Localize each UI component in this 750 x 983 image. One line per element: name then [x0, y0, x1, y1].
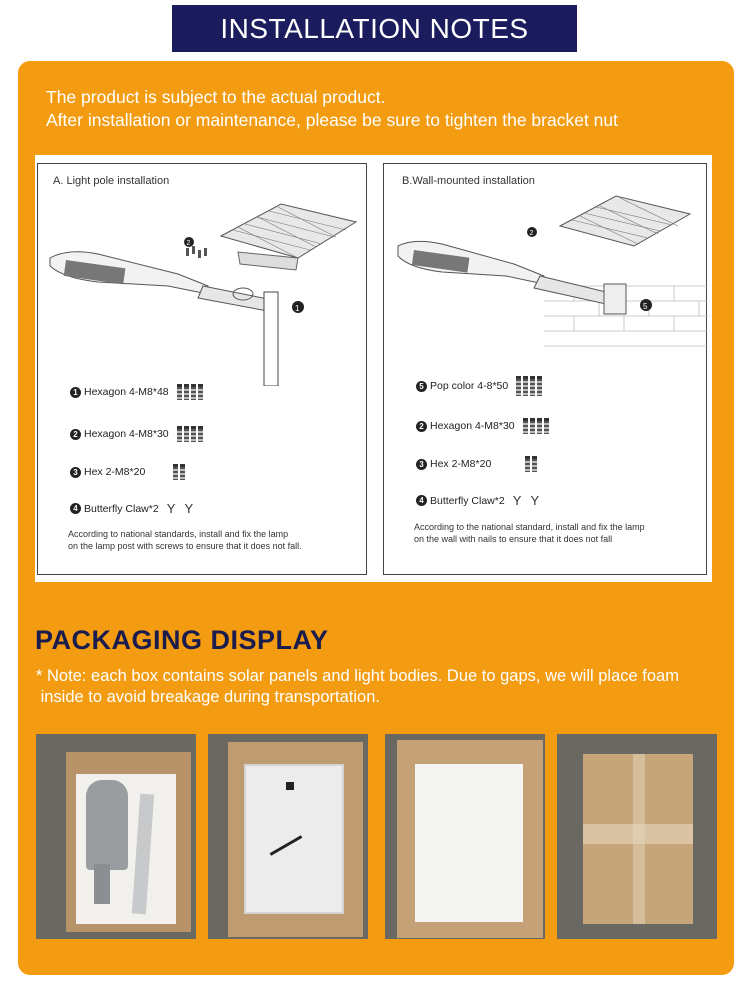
note-line: According to the national standard, install and fix the lamp	[414, 522, 645, 532]
svg-text:1: 1	[295, 304, 300, 313]
page-title: INSTALLATION NOTES	[172, 5, 577, 52]
part-label: Butterfly Claw*2	[84, 502, 159, 515]
part-label: Pop color 4-8*50	[430, 380, 509, 392]
svg-text:2: 2	[186, 240, 191, 247]
note-line: on the wall with nails to ensure that it does not fall	[414, 534, 613, 544]
part-label: Hexagon 4-M8*30	[84, 428, 169, 440]
wall-installation-frame	[383, 163, 707, 575]
bolt-icon	[523, 418, 549, 434]
part-number-badge: 2	[416, 421, 427, 432]
pole-installation-illustration	[38, 186, 368, 386]
part-number-badge: 3	[416, 459, 427, 470]
part-row	[416, 456, 537, 472]
wall-installation-title: B.Wall-mounted installation	[402, 175, 535, 187]
part-row	[416, 493, 542, 508]
note-line-2: After installation or maintenance, please be sure to tighten the bracket nut	[46, 110, 619, 130]
bolt-icon	[525, 456, 537, 472]
note-line-1: The product is subject to the actual product.	[46, 87, 386, 107]
solar-panel-icon	[221, 204, 356, 270]
part-label: Hexagon 4-M8*48	[84, 386, 169, 398]
part-number-badge: 4	[416, 495, 427, 506]
part-row	[416, 418, 549, 434]
part-number-badge: 4	[70, 503, 81, 514]
pole-installation-note	[68, 528, 302, 552]
svg-text:2: 2	[529, 230, 534, 237]
svg-text:5: 5	[643, 302, 648, 311]
street-lamp-icon	[398, 241, 626, 314]
note-line: * Note: each box contains solar panels and light bodies. Due to gaps, we will place foam	[36, 667, 679, 685]
note-line: According to national standards, install and fix the lamp	[68, 529, 289, 539]
packaging-photo-solar-panel	[208, 734, 368, 939]
pole-installation-frame	[37, 163, 367, 575]
part-row	[70, 384, 203, 400]
packaging-photo-sealed-box	[557, 734, 717, 939]
installation-diagrams	[35, 155, 712, 582]
packaging-note	[36, 666, 716, 708]
packaging-title: PACKAGING DISPLAY	[35, 625, 329, 655]
part-row	[70, 464, 185, 480]
screw-cluster-icon	[186, 246, 207, 258]
part-row	[416, 376, 542, 396]
bolt-icon	[177, 384, 203, 400]
butterfly-claw-icon: Y Y	[166, 501, 197, 516]
butterfly-claw-icon: Y Y	[512, 493, 543, 508]
part-row	[70, 426, 203, 442]
lamp-pole	[264, 292, 278, 386]
packaging-photo-foam	[385, 734, 545, 939]
part-number-badge: 2	[70, 429, 81, 440]
bolt-icon	[173, 464, 185, 480]
part-label: Hex 2-M8*20	[430, 458, 492, 470]
part-number-badge: 3	[70, 467, 81, 478]
note-line: inside to avoid breakage during transportation.	[36, 688, 380, 706]
note-line: on the lamp post with screws to ensure that it does not fall.	[68, 541, 302, 551]
pole-installation-title: A. Light pole installation	[53, 175, 170, 187]
wall-installation-note	[414, 521, 645, 545]
part-label: Hexagon 4-M8*30	[430, 420, 515, 432]
part-label: Hex 2-M8*20	[84, 466, 146, 478]
part-number-badge: 5	[416, 381, 427, 392]
part-row	[70, 501, 196, 516]
packaging-photo-light-body	[36, 734, 196, 939]
bolt-icon	[177, 426, 203, 442]
part-number-badge: 1	[70, 387, 81, 398]
wall-installation-illustration	[384, 186, 708, 356]
solar-panel-icon	[560, 196, 690, 246]
install-notes	[46, 86, 618, 132]
part-label: Butterfly Claw*2	[430, 494, 505, 507]
expansion-bolt-icon	[516, 376, 542, 396]
